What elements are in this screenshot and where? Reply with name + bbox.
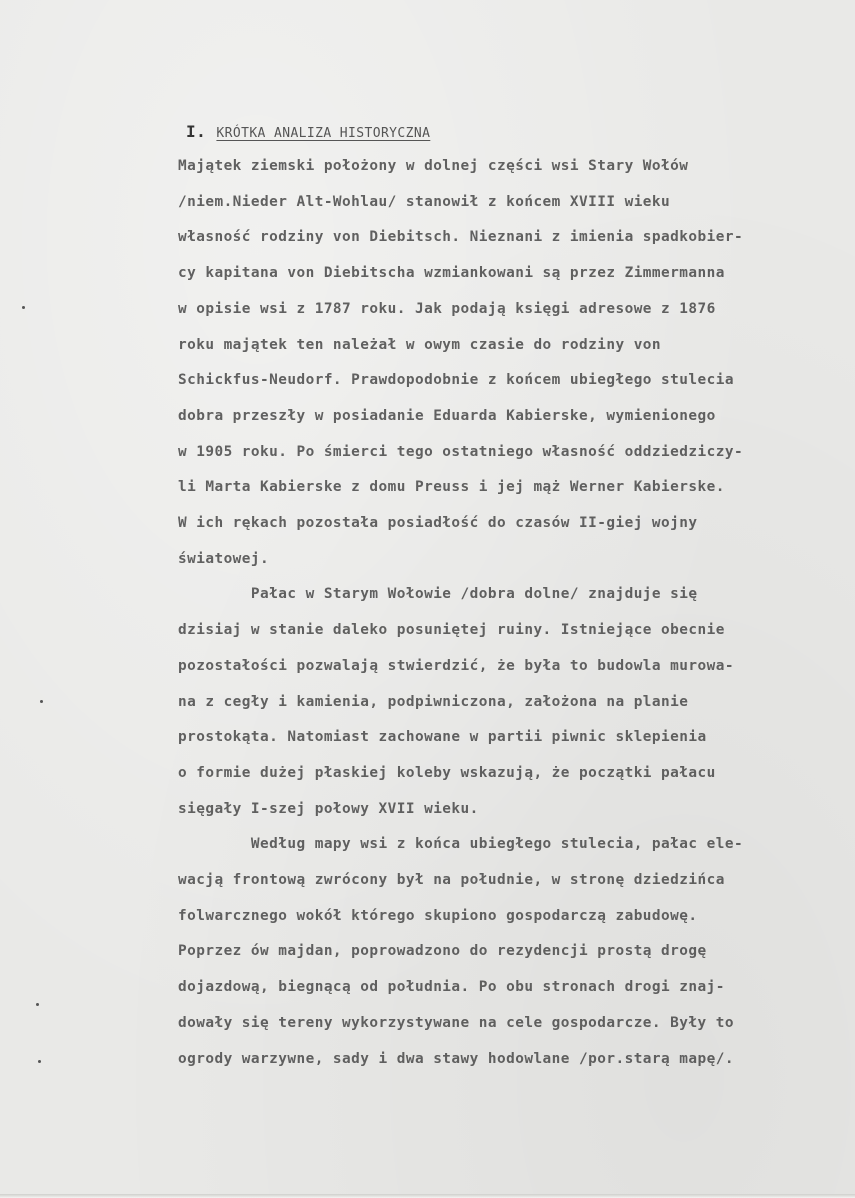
page-edge xyxy=(0,1194,855,1198)
section-heading xyxy=(145,103,430,160)
text-line: roku majątek ten należał w owym czasie do rodziny von xyxy=(178,336,662,353)
margin-mark xyxy=(38,1060,41,1063)
text-line: na z cegły i kamienia, podpiwniczona, założona na planie xyxy=(178,693,689,710)
text-line: cy kapitana von Diebitscha wzmiankowani są przez Zimmermanna xyxy=(178,265,725,282)
margin-mark xyxy=(22,306,25,309)
text-line: W ich rękach pozostała posiadłość do czasów II-giej wojny xyxy=(178,515,698,531)
text-line: ogrody warzywne, sady i dwa stawy hodowlane /por.starą mapę/. xyxy=(178,1050,734,1067)
text-line: Według mapy wsi z końca ubiegłego stulecia, pałac ele- xyxy=(178,836,744,853)
text-line: dowały się tereny wykorzystywane na cele gospodarcze. Były to xyxy=(178,1014,734,1031)
text-line: Schickfus-Neudorf. Prawdopodobnie z końcem ubiegłego stulecia xyxy=(178,372,734,389)
text-line: dzisiaj w stanie daleko posuniętej ruiny. Istniejące obecnie xyxy=(178,622,725,639)
text-line: pozostałości pozwalają stwierdzić, że była to budowla murowa- xyxy=(178,657,734,674)
text-line: w 1905 roku. Po śmierci tego ostatniego własność oddziedziczy- xyxy=(178,443,744,460)
text-line: Pałac w Starym Wołowie /dobra dolne/ znajduje się xyxy=(178,586,698,603)
text-line: Majątek ziemski położony w dolnej części wsi Stary Wołów xyxy=(178,158,689,174)
text-line: wacją frontową zwrócony był na południe, w stronę dziedzińca xyxy=(178,872,725,888)
text-line: dojazdową, biegnącą od południa. Po obu stronach drogi znaj- xyxy=(178,979,725,996)
margin-mark xyxy=(40,700,43,703)
section-number: I. xyxy=(185,122,207,141)
text-line: li Marta Kabierske z domu Preuss i jej mąż Werner Kabierske. xyxy=(178,479,725,496)
text-line: o formie dużej płaskiej koleby wskazują, że początki pałacu xyxy=(178,764,716,781)
text-line: Poprzez ów majdan, poprowadzono do rezydencji prostą drogę xyxy=(178,943,707,960)
text-line: folwarcznego wokół którego skupiono gospodarczą zabudowę. xyxy=(178,907,698,924)
text-line: dobra przeszły w posiadanie Eduarda Kabierske, wymienionego xyxy=(178,407,716,424)
margin-mark xyxy=(36,1003,39,1006)
text-line: światowej. xyxy=(178,550,270,567)
text-line: w opisie wsi z 1787 roku. Jak podają księgi adresowe z 1876 xyxy=(178,300,716,317)
text-line: własność rodziny von Diebitsch. Nieznani z imienia spadkobier- xyxy=(178,229,744,246)
text-line: sięgały I-szej połowy XVII wieku. xyxy=(178,800,479,817)
text-line: prostokąta. Natomiast zachowane w partii piwnic sklepienia xyxy=(178,729,707,746)
text-line: /niem.Nieder Alt-Wohlau/ stanowił z końcem XVIII wieku xyxy=(178,193,671,210)
section-title: KRÓTKA ANALIZA HISTORYCZNA xyxy=(216,126,431,141)
